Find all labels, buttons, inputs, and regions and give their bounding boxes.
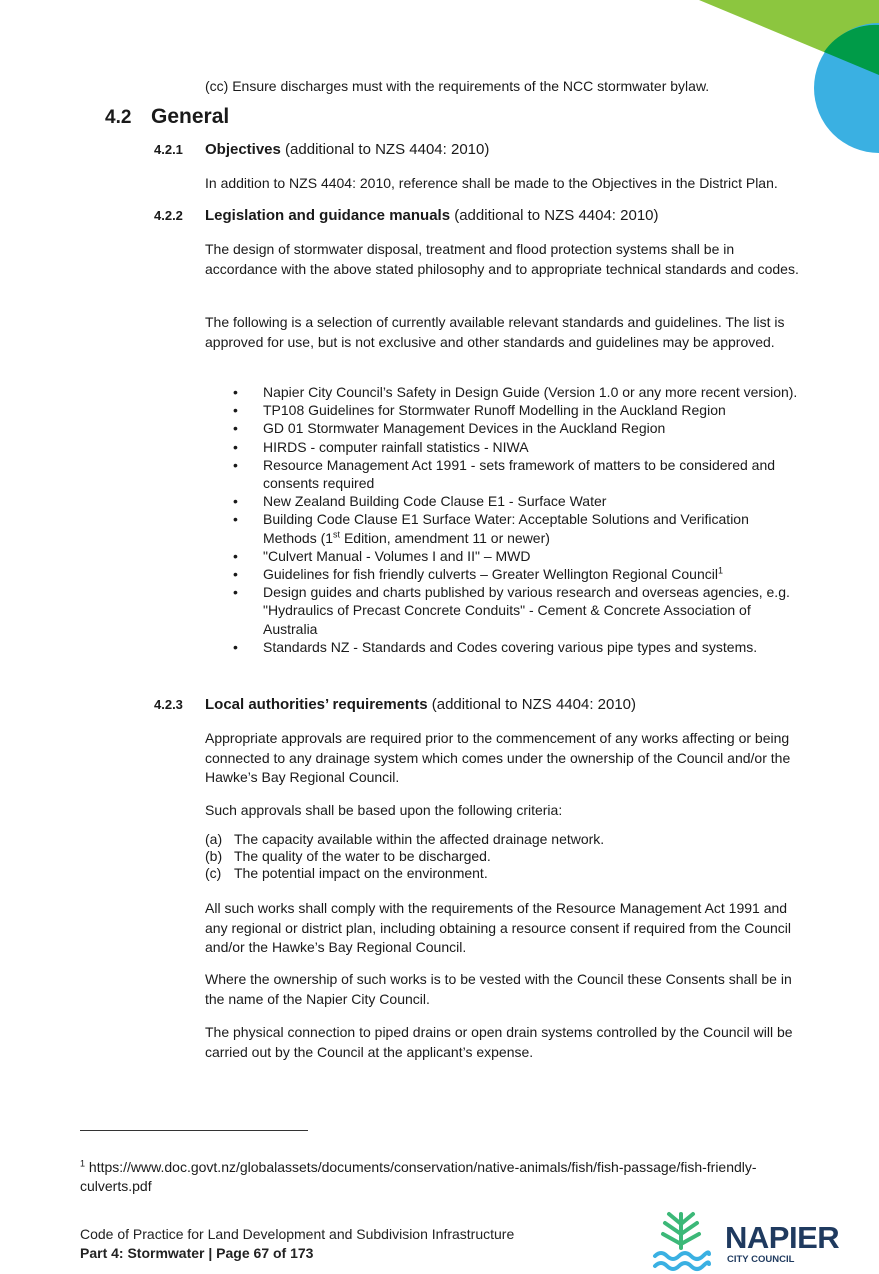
bullet-icon: • — [233, 511, 238, 528]
local-paragraph-5: The physical connection to piped drains or open drain systems controlled by the Council will be carried out by the Council at the applicant’s expense. — [205, 1024, 793, 1060]
local-paragraph-4: Where the ownership of such works is to be vested with the Council these Consents shall be in the name of the Napier City Council. — [205, 971, 792, 1007]
list-item-text-cont: Edition, amendment 11 or newer) — [340, 529, 550, 546]
intro-line: (cc) Ensure discharges must with the requirements of the NCC stormwater bylaw. — [205, 78, 710, 94]
list-item-text: Napier City Council’s Safety in Design Guide (Version 1.0 or any more recent version). — [263, 384, 798, 400]
footnote-marker: 1 — [80, 1158, 86, 1169]
list-item — [205, 401, 805, 419]
footnote — [80, 1158, 800, 1196]
logo-name: NAPIER — [725, 1220, 840, 1255]
standards-list — [205, 383, 805, 656]
criteria-list — [205, 831, 800, 882]
bullet-icon: • — [233, 638, 238, 655]
bullet-icon: • — [233, 566, 238, 583]
bullet-icon: • — [233, 456, 238, 473]
fern-wave-icon — [651, 1208, 711, 1274]
bullet-icon: • — [233, 493, 238, 510]
bullet-icon: • — [233, 584, 238, 601]
list-item-text: GD 01 Stormwater Management Devices in the Auckland Region — [263, 420, 666, 437]
footnote-divider — [80, 1130, 308, 1131]
bullet-icon: • — [233, 547, 238, 564]
list-item-text: "Culvert Manual - Volumes I and II" – MWD — [263, 547, 531, 564]
subsection-heading-objectives — [154, 141, 489, 158]
list-item — [205, 865, 800, 882]
bullet-icon: • — [233, 438, 238, 455]
list-item — [205, 831, 800, 848]
superscript: st — [333, 528, 341, 539]
footer-page-info: Part 4: Stormwater | Page 67 of 173 — [80, 1245, 314, 1261]
list-item-text: TP108 Guidelines for Stormwater Runoff Modelling in the Auckland Region — [263, 402, 726, 419]
subsection-number: 4.2.1 — [154, 142, 183, 157]
list-item-text: New Zealand Building Code Clause E1 - Surface Water — [263, 493, 607, 510]
list-item-text: Standards NZ - Standards and Codes covering various pipe types and systems. — [263, 638, 758, 655]
list-item-label: (c) — [205, 865, 222, 881]
footnote-link[interactable]: https://www.doc.govt.nz/globalassets/documents/conservation/native-animals/fish/fish-passage/fish-friendly-culverts.pdf — [80, 1159, 757, 1194]
list-item-text: The potential impact on the environment. — [234, 865, 488, 881]
list-item-text: Design guides and charts published by various research and overseas agencies, e.g. "Hydraulics of Precast Concrete Conduits" - Cement & Concrete Association of Australia — [263, 584, 790, 637]
list-item — [205, 565, 805, 583]
footnote-reference[interactable]: 1 — [717, 565, 723, 576]
list-item-text: Guidelines for fish friendly culverts – Greater Wellington Regional Council — [263, 566, 718, 583]
list-item-text: The capacity available within the affected drainage network. — [234, 831, 605, 847]
footer-document-title: Code of Practice for Land Development and Subdivision Infrastructure — [80, 1226, 515, 1242]
section-title: General — [151, 105, 230, 128]
list-item — [205, 638, 805, 656]
subsection-number: 4.2.2 — [154, 208, 183, 223]
section-number: 4.2 — [105, 107, 132, 128]
list-item-text: HIRDS - computer rainfall statistics - NIWA — [263, 438, 529, 455]
napier-logo — [651, 1208, 851, 1274]
logo-subtitle: CITY COUNCIL — [727, 1254, 795, 1265]
list-item — [205, 456, 805, 492]
subsection-note: (additional to NZS 4404: 2010) — [280, 141, 490, 158]
subsection-title: Legislation and guidance manuals — [205, 207, 451, 224]
subsection-heading-legislation — [154, 207, 659, 224]
list-item-label: (b) — [205, 848, 223, 864]
bullet-icon: • — [233, 384, 238, 400]
bullet-icon: • — [233, 402, 238, 419]
list-item-text: Resource Management Act 1991 - sets framework of matters to be considered and consents required — [263, 456, 776, 492]
list-item — [205, 419, 805, 437]
subsection-note: (additional to NZS 4404: 2010) — [450, 207, 659, 224]
list-item — [205, 383, 805, 401]
subsection-title: Local authorities’ requirements — [205, 696, 428, 713]
subsection-note: (additional to NZS 4404: 2010) — [427, 696, 637, 713]
list-item — [205, 510, 805, 546]
list-item — [205, 547, 805, 565]
page-footer — [80, 1225, 514, 1263]
legislation-paragraph-1: The design of stormwater disposal, treatment and flood protection systems shall be in accordance with the above stated philosophy and to appropriate technical standards and codes. — [205, 241, 799, 277]
subsection-heading-local — [154, 696, 636, 713]
list-item-text: The quality of the water to be discharged. — [234, 848, 491, 864]
local-paragraph-3: All such works shall comply with the requirements of the Resource Management Act 1991 and any regional or district plan, including obtaining a resource consent if required from the Council and/or the Hawke’s Bay Regional Council. — [205, 900, 791, 955]
legislation-paragraph-2: The following is a selection of currently available relevant standards and guidelines. The list is approved for use, but is not exclusive and other standards and guidelines may be approved. — [205, 314, 785, 350]
list-item — [205, 492, 805, 510]
list-item — [205, 848, 800, 865]
list-item-text: Building Code Clause E1 Surface Water: Acceptable Solutions and Verification Methods (1 — [263, 511, 749, 546]
objectives-body: In addition to NZS 4404: 2010, reference shall be made to the Objectives in the District Plan. — [205, 175, 778, 191]
list-item-label: (a) — [205, 831, 223, 847]
list-item — [205, 438, 805, 456]
section-heading — [105, 105, 229, 129]
bullet-icon: • — [233, 420, 238, 437]
list-item — [205, 583, 805, 638]
local-paragraph-2: Such approvals shall be based upon the following criteria: — [205, 802, 563, 818]
subsection-title: Objectives — [205, 141, 281, 158]
subsection-number: 4.2.3 — [154, 697, 183, 712]
local-paragraph-1: Appropriate approvals are required prior to the commencement of any works affecting or being connected to any drainage system which comes under the ownership of the Council and/or the Hawke’s Bay Regional Council. — [205, 730, 791, 785]
